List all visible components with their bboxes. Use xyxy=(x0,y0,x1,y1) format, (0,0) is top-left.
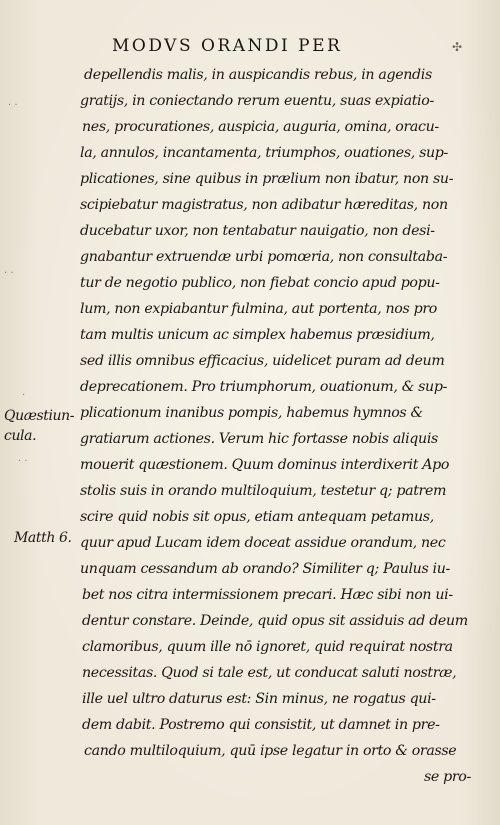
marginal-speck: · xyxy=(22,390,26,401)
text-line: gnabantur extruendæ urbi pomœria, non consultaba- xyxy=(80,249,448,265)
text-line: nes, procurationes, auspicia, auguria, omina, oracu- xyxy=(82,119,439,135)
text-line: scipiebatur magistratus, non adibatur hæreditas, non xyxy=(80,197,448,213)
text-line: tur de negotio publico, non fiebat concio apud popu- xyxy=(80,275,440,291)
marginal-speck: · · xyxy=(18,456,28,467)
margin-note-matth: Matth 6. xyxy=(14,530,72,546)
text-line: plicationum inanibus pompis, habemus hymnos & xyxy=(80,405,423,421)
text-line: unquam cessandum ab orando? Similiter q; Paulus iu- xyxy=(80,561,450,577)
marginal-speck: · · xyxy=(8,100,18,111)
text-line: ille uel ultro daturus est: Sin minus, ne rogatus qui- xyxy=(82,691,436,707)
text-line: depellendis malis, in auspicandis rebus, in agendis xyxy=(84,67,432,83)
text-line: la, annulos, incantamenta, triumphos, ouationes, sup- xyxy=(80,145,448,161)
text-line: ducebatur uxor, non tentabatur nauigatio, non desi- xyxy=(80,223,435,239)
text-line: se pro- xyxy=(424,769,471,785)
text-line: necessitas. Quod si tale est, ut conducat saluti nostræ, xyxy=(82,665,457,681)
text-line: cando multiloquium, quū ipse legatur in orto & orasse xyxy=(84,743,457,759)
text-line: mouerit quæstionem. Quum dominus interdixerit Apo xyxy=(80,457,450,473)
running-header: MODVS ORANDI PER xyxy=(112,36,343,56)
text-line: tam multis unicum ac simplex habemus præsidium, xyxy=(80,327,435,343)
margin-note-quaestiuncula: Quæstiun- xyxy=(4,408,75,424)
text-line: gratijs, in coniectando rerum euentu, suas expiatio- xyxy=(80,93,434,109)
text-line: dem dabit. Postremo qui consistit, ut damnet in pre- xyxy=(82,717,440,733)
marginal-speck: · · xyxy=(4,268,14,279)
text-line: gratiarum actiones. Verum hic fortasse nobis aliquis xyxy=(80,431,438,447)
text-line: stolis suis in orando multiloquium, testetur q; patrem xyxy=(80,483,447,499)
text-line: dentur constare. Deinde, quid opus sit assiduis ad deum xyxy=(82,613,468,629)
margin-note-quaestiuncula-cont: cula. xyxy=(4,428,37,444)
text-line: scire quid nobis sit opus, etiam antequam petamus, xyxy=(80,509,434,525)
text-line: lum, non expiabantur fulmina, aut portenta, nos pro xyxy=(80,301,437,317)
text-line: deprecationem. Pro triumphorum, ouationum, & sup- xyxy=(80,379,448,395)
text-line: quur apud Lucam idem doceat assidue orandum, nec xyxy=(80,535,446,551)
header-ornament: ✣ xyxy=(452,40,463,54)
text-line: clamoribus, quum ille nō ignoret, quid requirat nostra xyxy=(82,639,453,655)
text-line: plicationes, sine quibus in prælium non ibatur, non su- xyxy=(80,171,454,187)
text-line: sed illis omnibus efficacius, uidelicet puram ad deum xyxy=(80,353,445,369)
text-line: bet nos citra intermissionem precari. Hæc sibi non ui- xyxy=(82,587,453,603)
